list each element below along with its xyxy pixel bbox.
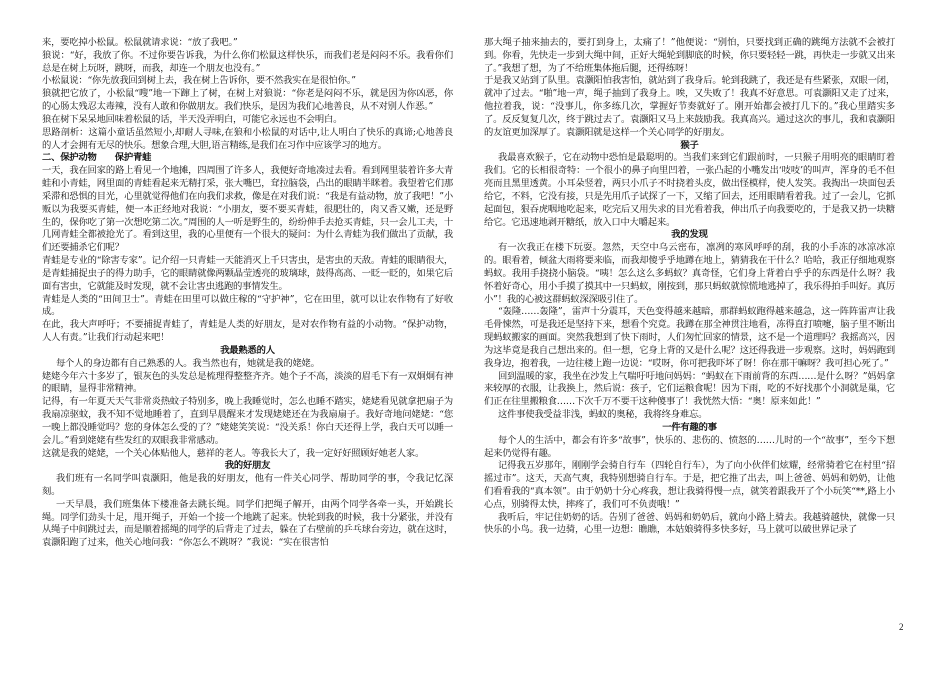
left-paragraph: 记得，有一年夏天天气非常炎热蚊子特别多，晚上我睡觉时，怎么也睡不踏实，姥姥看见就拿把扇子为我扇凉驱蚊，我不知不觉地睡着了，直到早晨醒来才发现姥姥还在为我扇扇子。我好奇地问姥姥：“您一晚上都没睡觉吗？您的身体怎么受的了？”姥姥笑笑说：“没关系！你白天还得上学，我白天可以睡一会儿。”看到姥姥有些发红的双眼我非常感动。 (42, 396, 453, 446)
left-paragraph: 狼就把它放了，小松鼠“嗖”地一下蹿上了树，在树上对狼说：“你老是闷闷不乐，就是因为你凶恶，你的心肠太残忍太毒辣，没有人敢和你做朋友。我们快乐，是因为我们心地善良，从不对别人作恶。” (42, 88, 453, 113)
right-section-heading: 一件有趣的事 (662, 421, 717, 433)
left-section-heading: 我最熟悉的人 (220, 344, 275, 356)
right-column (484, 37, 895, 597)
left-paragraph: 青蛙是专业的“除害专家”。记介绍一只青蛙一天能消灭上千只害虫，是害虫的天敌。青蛙的眼睛很大，是青蛙捕捉虫子的得力助手，它的眼睛就像两颗晶莹透亮的玻璃球，鼓得高高、一眨一眨的，如果它后面有害虫，它就能及时发现，就不会让害虫逃跑的事情发生。 (42, 255, 453, 292)
left-paragraph: 我们班有一名同学叫袁灏阳，他是我的好朋友，他有一件关心同学、帮助同学的事，令我记忆深刻。 (42, 473, 453, 497)
left-paragraph: 来，要吃掉小松鼠。松鼠就请求说：“放了我吧。” (42, 37, 238, 48)
right-paragraph: 每个人的生活中，都会有许多“故事”，快乐的、悲伤的、愤怒的……儿时的一个“故事”，至今下想起来仍觉得有趣。 (484, 434, 895, 459)
right-section-heading: 我的发现 (671, 229, 708, 241)
left-paragraph: 思路剖析：这篇小童话虽然短小,却耐人寻味,在狼和小松鼠的对话中,让人明白了快乐的真谛;心地善良的人才会拥有无尽的快乐。想象合理,大胆,语言精练,是我们在习作中应该学习的地方。 (42, 126, 453, 151)
left-paragraph: 青蛙是人类的“田间卫士”。青蛙在田里可以做庄稼的“守护神”，它在田里，就可以让农作物有了好收成。 (42, 293, 453, 318)
right-section-heading: 猴子 (680, 139, 699, 151)
right-paragraph: 这件事使我受益非浅，蚂蚁的奥秘，我将终身难忘。 (497, 409, 708, 421)
left-paragraph: 狼在树下呆呆地回味着松鼠的话，半天没弄明白，可能它永远也不会明白。 (42, 113, 343, 125)
left-paragraph: 狼说：“好，我放了你。不过你要告诉我，为什么你们松鼠这样快乐，而我们老是闷闷不乐。我看你们总是在树上玩呀，跳呀，而我，却连一个朋友也没有。” (42, 49, 453, 74)
left-section-heading: 二、保护动物 保护青蛙 (42, 152, 152, 164)
left-paragraph: 姥姥今年六十多岁了，银灰色的头发总是梳理得整整齐齐。她个子不高，淡淡的眉毛下有一双炯炯有神的眼睛，显得非常精神。 (42, 370, 453, 395)
page-number: 2 (899, 622, 904, 632)
right-paragraph: 有一次我正在楼下玩耍。忽然，天空中乌云密布，凛冽的寒风呼呼的刮，我的小手冻的冰凉冰凉的。眼看着，倾盆大雨将要来临，而我却傻乎乎地蹲在地上，猜猜我在干什么？哈哈，我正仔细地观察蚂蚁。我用手挠挠小脑袋。“咦！怎么这么多蚂蚁？真奇怪，它们身上背着白乎乎的东西是什么呀？我怀着好奇心，用小手摸了摸其中一只蚂蚁，刚按到，那只蚂蚁就惊慌地逃掉了，我乐得拍手叫好。真厉小”！我的心被这群蚂蚁深深吸引住了。 (484, 242, 895, 305)
left-section-heading: 我的好朋友 (224, 460, 271, 472)
right-paragraph: 我最喜欢猴子，它在动物中恐怕是最聪明的。当我们来到它们跟前时，一只猴子用明亮的眼睛盯着我们。它的长相很奇特：一个很小的鼻子向里凹着，一张凸起的小嘴发出‘吱吱’的叫声，浑身的毛不但亮而且黑里透黄。小耳朵竖着，两只小爪子不时挠着头皮，做出怪模样，使人发笑。我掏出一块面包丢给它，不料，它没有接，只是先用爪子试探了一下，又缩了回去，还用眼睛看着我。过了一会儿，它抓起面包，狠吞虎咽地吃起来，吃完后又用失求的目光看着我，伸出爪子向我要吃的，于是我又扔一块糖给它。它迅速地剥开糖纸，放入口中大嚼起来。 (484, 152, 895, 228)
right-paragraph: 记得我五岁那年，刚刚学会骑自行车（四轮自行车），为了向小伙伴们炫耀，经常骑着它在村里“招摇过市”。这天，天高气爽，我特别想骑自行车。于是，把它推了出去，叫上爸爸、妈妈和奶奶，让他们看看我的“真本领”。由于奶奶十分心疼我，想让我骑得慢一点，就笑着跟我开了个小玩笑“**,路上小心点，别骑得太快，摔疼了，我们可不负责哦！” (484, 460, 895, 510)
right-paragraph: 于是我又站到了队里。袁灏阳怕我害怕，就站到了我身后。轮到我跳了，我还是有些紧张，双眼一闭，就冲了过去。“啪”地一声，绳子抽到了我身上。唉，又失败了！我真不好意思。可袁灏阳又走了过来，他拉着我，说：“没事儿，你多练几次，掌握好节奏就好了。刚开始都会被打几下的。”我心里踏实多了。反反复复几次，终于跳过去了。袁灏阳又马上来鼓励我。我真高兴。通过这次的事儿，我和袁灏阳的友谊更加深厚了。袁灏阳就是这样一个关心同学的好朋友。 (484, 75, 895, 138)
left-paragraph: 小松鼠说：“你先放我回到树上去，我在树上告诉你，要不然我实在是很怕你。” (42, 75, 356, 87)
left-paragraph: 在此，我大声呼吁；不要捕捉青蛙了，青蛙是人类的好朋友，是对农作物有益的小动物。“保护动物，人人有责。”让我们行动起来吧！ (42, 319, 453, 344)
left-paragraph: 每个人的身边都有自己熟悉的人。我当然也有，她就是我的姥姥。 (55, 357, 320, 369)
right-paragraph: 我听后，牢记住奶奶的话。告别了爸爸、妈妈和奶奶后，就向小路上骑去。我越骑越快，就像一只快乐的小鸟。我一边骑，心里一边想：瞧瞧，本姑娘骑得多快多好，马上就可以破世界记录了 (484, 511, 895, 536)
left-paragraph: 一天早晨，我们班集体下楼准备去跳长绳。同学们把绳子解开，由两个同学各牵一头，开始跳长绳。同学们劲头十足，甩开绳子，开始一个接一个地跳了起来。快轮到我的时候，我十分紧张，并没有从绳子中间跳过去，而是顺着摇绳的同学的后背走了过去，躲在了右壁前的乒乓球台旁边，就在这时，袁灏阳跑了过来，他关心地问我：“你怎么不跳呀？”我说：“实在很害怕 (42, 498, 453, 549)
left-paragraph: 这就是我的姥姥，一个关心体贴他人，慈祥的老人。等我长大了，我一定好好照顾好她老人家。 (42, 447, 425, 459)
right-paragraph: 那大绳子抽来抽去的，要打到身上，太痛了！”他便说：“别怕，只要找到正确的跳绳方法就不会被打到。你看，先快走一步到大绳中间，正好大绳轮到脚底的时候，你只要轻轻一跳，再快走一步就又出来了。”我想了想，为了不给班集体拖后腿，还得练呀！ (484, 37, 895, 74)
right-paragraph: “轰隆……轰隆”，雷声十分震耳，天色变得越来越暗，那群蚂蚁跑得越来越急，这一阵阵雷声让我毛骨悚然，可是我还是坚持下来，想看个究竟。我蹲在那全神贯注地看，冻得直打喷嚏，脑子里不断出现蚂蚁搬家的画面。突然我想到了快下雨时，人们匆忙回家的情景，这不是一个道理吗？我摇高兴，因为这毕竟是我自己想出来的。但一想，它身上背的又是什么呢？这还得我进一步观察。这时，妈妈跑到我身边，抱着我，一边往楼上跑一边说：“哎呀，你可把我吓坏了呀！你在那干嘛呀？我可担心死了。” (484, 306, 895, 369)
right-paragraph: 回到温暖的家，我坐在沙发上气喘吁吁地问妈妈：“蚂蚁在下雨前背的东西……是什么呀？”妈妈拿来较厚的衣服，让我换上，然后说：孩子，它们运粮食呢！因为下雨，吃的不好找那个小洞就是巢，它们正在往里搬粮食……下次千万不要干这种傻事了！我恍然大悟：“奥！原来如此！” (484, 370, 895, 408)
left-column (42, 37, 453, 597)
left-paragraph: 一天，我在回家的路上看见一个地摊，四周围了许多人，我便好奇地凑过去看。看到网里装着许多大青蛙和小青蛙，网里面的青蛙看起来无精打采，张大嘴巴，耷拉脑袋，凸出的眼睛半眯着。我望着它们那采滞和恐惧的目光，心里就觉得他们在向我们求救，像是在对我们说：“我是有益动物，放了我吧！”小贩以为我要买青蛙，便一本正经地对我说：“小朋友，要不要买青蛙，很肥壮的，肉又香又嫩，还是野生的，保你吃了第一次想吃第二次。”周围的人一听是野生的，纷纷伸手去抢买青蛙，只一会儿工夫，十几网青蛙全都被抢光了。看到这里，我的心里便有一个很大的疑问：为什么青蛙为我们做出了贡献，我们还要捕杀它们呢？ (42, 165, 453, 254)
